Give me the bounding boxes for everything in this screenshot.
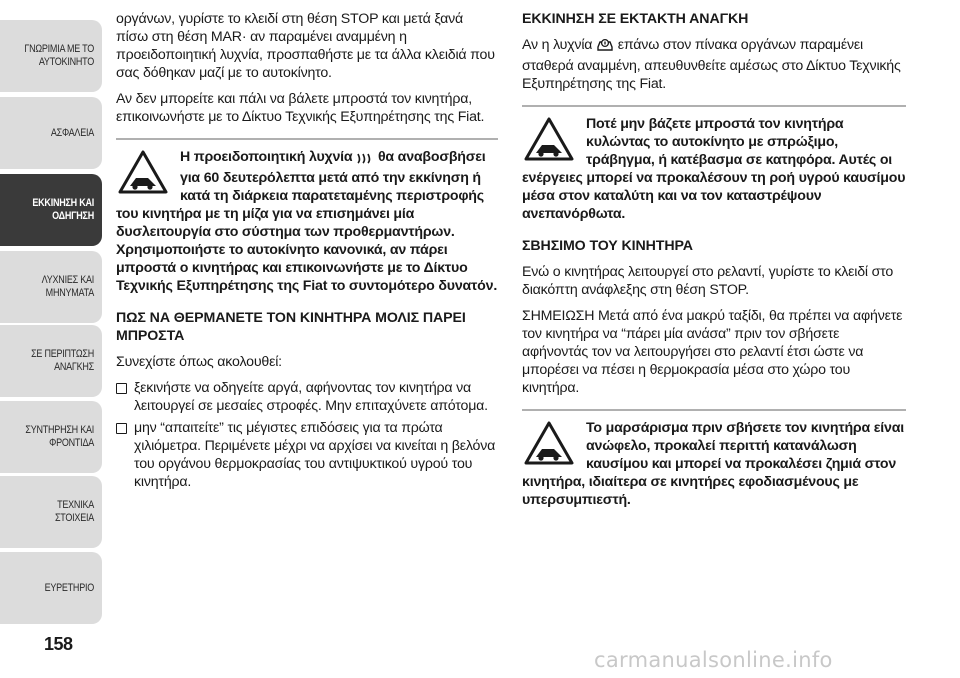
section-heading: ΣΒΗΣΙΜΟ ΤΟΥ ΚΙΝΗΤΗΡΑ	[522, 238, 693, 254]
page-number: 158	[44, 634, 73, 654]
list-item	[116, 379, 498, 415]
bullet-list	[116, 379, 498, 491]
note-paragraph: ΣΗΜΕΙΩΣΗ Μετά από ένα μακρύ ταξίδι, θα πρέπει να αφήνετε τον κινητήρα να “πάρει μία ανάσα” πριν τον σβήσετε αφήνοντάς τον να λειτουργήσει στο ρελαντί έτσι ώστε να μπορέσει να πέσει η θερμοκρασία μέσα στο χώρο του κινητήρα.	[522, 308, 903, 396]
warning-triangle-icon	[116, 148, 170, 196]
tab-starting-driving[interactable]	[0, 174, 102, 246]
right-column	[522, 10, 906, 523]
warning-box	[116, 138, 498, 295]
warning-text: Το μαρσάρισμα πριν σβήσετε τον κινητήρα είναι ανώφελο, προκαλεί περιττή κατανάλωση καυσίμου και μπορεί να προκαλέσει ζημιά στον κινητήρα, ιδιαίτερα σε κινητήρες εφοδιασμένους με υπερσυμπιεστή.	[522, 420, 904, 508]
warning-text: Η προειδοποιητική λυχνία	[180, 149, 353, 165]
list-item-text: ξεκινήστε να οδηγείτε αργά, αφήνοντας τον κινητήρα να λειτουργεί σε μεσαίες στροφές. Μην επιταχύνετε απότομα.	[134, 380, 488, 414]
paragraph-text: Αν η λυχνία	[522, 37, 593, 53]
checkbox-icon	[116, 423, 127, 434]
paragraph-text: επάνω στον πίνακα οργάνων παραμένει σταθερά αναμμένη, απευθυνθείτε αμέσως στο Δίκτυο Τεχνικής Εξυπηρέτησης της Fiat.	[522, 37, 901, 92]
warning-box	[522, 105, 906, 223]
tab-maintenance[interactable]	[0, 401, 102, 473]
tab-safety[interactable]	[0, 97, 102, 169]
tab-getting-to-know[interactable]	[0, 20, 102, 92]
paragraph: Αν δεν μπορείτε και πάλι να βάλετε μπροστά τον κινητήρα, επικοινωνήστε με το Δίκτυο Τεχνικής Εξυπηρέτησης της Fiat.	[116, 91, 485, 125]
checkbox-icon	[116, 383, 127, 394]
tab-warning-lights[interactable]	[0, 251, 102, 323]
warning-triangle-icon	[522, 419, 576, 467]
warning-text: Ποτέ μην βάζετε μπροστά τον κινητήρα κυλώντας το αυτοκίνητο με σπρώξιμο, τράβηγμα, ή κατέβασμα σε κατηφόρα. Αυτές οι ενέργειες μπορεί να προκαλέσουν τη ροή υγρού καυσίμου μέσα στον καταλύτη και να τον καταστρέψουν ανεπανόρθωτα.	[522, 116, 906, 222]
glow-plug-icon	[356, 151, 374, 169]
tab-label: ΣΥΝΤΗΡΗΣΗ ΚΑΙ ΦΡΟΝΤΙΔΑ	[25, 424, 95, 449]
paragraph: Ενώ ο κινητήρας λειτουργεί στο ρελαντί, γυρίστε το κλειδί στο διακόπτη ανάφλεξης στη θέση STOP.	[522, 264, 894, 298]
paragraph: Συνεχίστε όπως ακολουθεί:	[116, 354, 282, 370]
paragraph: οργάνων, γυρίστε το κλειδί στη θέση STOP και μετά ξανά πίσω στη θέση MAR· αν παραμένει αναμμένη η προειδοποιητική λυχνία, προσπαθήστε με τα άλλα κλειδιά που σας δόθηκαν μαζί με το αυτοκίνητο.	[116, 11, 495, 81]
list-item-text: μην “απαιτείτε” τις μέγιστες επιδόσεις για τα πρώτα χιλιόμετρα. Περιμένετε μέχρι να αρχίσει να κινείται η βελόνα του οργάνου θερμοκρασίας του αντιψυκτικού υγρού του κινητήρα.	[134, 420, 496, 490]
list-item	[116, 419, 498, 491]
warning-triangle-icon	[522, 115, 576, 163]
tab-label: ΕΥΡΕΤΗΡΙΟ	[44, 581, 94, 594]
tab-index[interactable]	[0, 552, 102, 624]
tab-label: ΑΣΦΑΛΕΙΑ	[50, 126, 94, 139]
warning-text: θα αναβοσβήσει για 60 δευτερόλεπτα μετά από την εκκίνηση ή κατά τη διάρκεια παρατεταμένης περιστροφής του κινητήρα με τη μίζα για να επισημάνει μία δυσλειτουργία στο σύστημα των προθερμαντήρων. Χρησιμοποιήστε το αυτοκίνητο κανονικά, αν πάρει μπροστά ο κινητήρας και επικοινωνήστε με το Δίκτυο Τεχνικής Εξυπηρέτησης της Fiat το συντομότερο δυνατόν.	[116, 149, 498, 294]
left-column	[116, 10, 498, 495]
chapter-sidebar	[0, 0, 102, 630]
tab-label: ΕΚΚΙΝΗΣΗ ΚΑΙ ΟΔΗΓΗΣΗ	[32, 197, 94, 222]
warning-box	[522, 409, 906, 509]
tab-label: ΓΝΩΡΙΜΙΑ ΜΕ ΤΟ ΑΥΤΟΚΙΝΗΤΟ	[24, 43, 94, 68]
tab-technical-data[interactable]	[0, 476, 102, 548]
tab-label: ΣΕ ΠΕΡΙΠΤΩΣΗ ΑΝΑΓΚΗΣ	[31, 348, 94, 373]
tab-emergency[interactable]	[0, 325, 102, 397]
section-heading: ΕΚΚΙΝΗΣΗ ΣΕ ΕΚΤΑΚΤΗ ΑΝΑΓΚΗ	[522, 11, 749, 27]
paragraph	[522, 36, 906, 93]
section-heading: ΠΩΣ ΝΑ ΘΕΡΜΑΝΕΤΕ ΤΟΝ ΚΙΝΗΤΗΡΑ ΜΟΛΙΣ ΠΑΡΕΙ ΜΠΡΟΣΤΑ	[116, 310, 466, 344]
watermark: carmanualsonline.info	[594, 648, 833, 672]
immobilizer-car-icon	[596, 37, 614, 57]
tab-label: ΛΥΧΝΙΕΣ ΚΑΙ ΜΗΝΥΜΑΤΑ	[41, 274, 94, 299]
tab-label: ΤΕΧΝΙΚΑ ΣΤΟΙΧΕΙΑ	[54, 499, 94, 524]
